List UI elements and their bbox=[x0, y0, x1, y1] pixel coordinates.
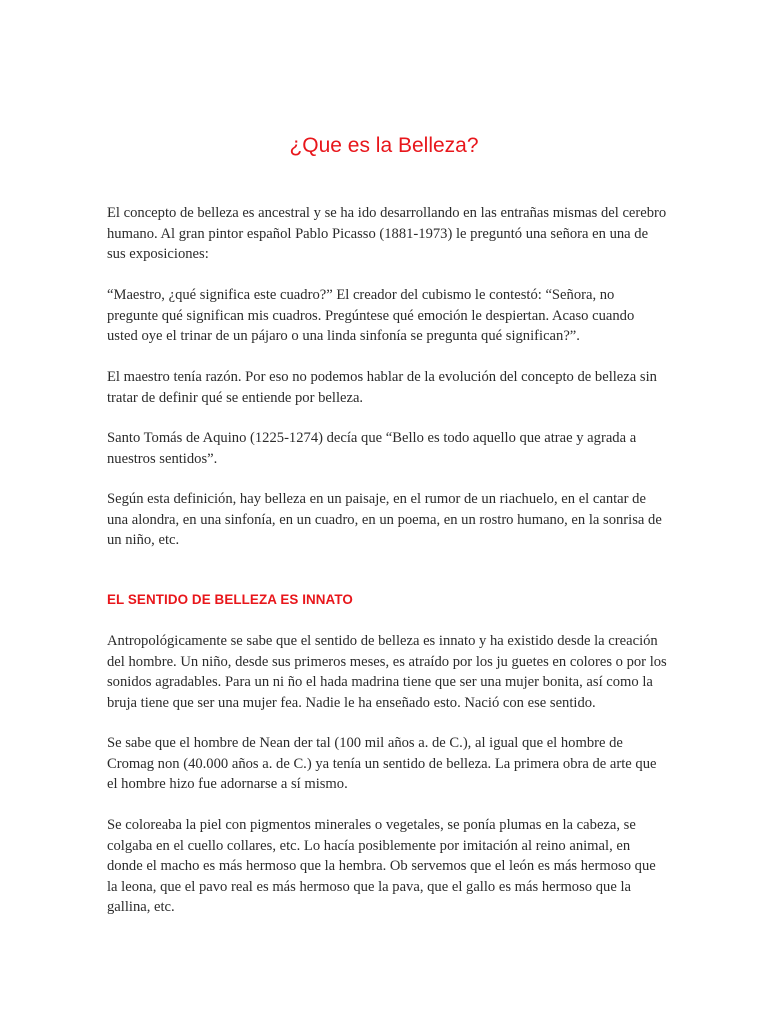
intro-paragraph-2: “Maestro, ¿qué significa este cuadro?” El creador del cubismo le contestó: “Señora, no pregunte qué significan mis cuadros. Pregúntese qué emoción le despiertan. Acaso cuando usted oye el trinar de un pájaro o una linda sinfonía se pregunta qué significan?”. bbox=[107, 287, 635, 345]
section-paragraph-3: Se coloreaba la piel con pigmentos minerales o vegetales, se ponía plumas en la cabeza, se colgaba en el cuello collares, etc. Lo hacía posiblemente por imitación al reino animal, en donde el macho es más hermoso que la hembra. Ob servemos que el león es más hermoso que la leona, que el pavo real es más hermoso que la pava, que el gallo es más hermoso que la gallina, etc. bbox=[107, 817, 656, 916]
intro-paragraph-3: El maestro tenía razón. Por eso no podemos hablar de la evolución del concepto de belleza sin tratar de definir qué se entiende por belleza. bbox=[107, 369, 657, 406]
page-title: ¿Que es la Belleza? bbox=[289, 134, 479, 157]
section-heading: EL SENTIDO DE BELLEZA ES INNATO bbox=[107, 592, 353, 607]
section-paragraph-1: Antropológicamente se sabe que el sentido de belleza es innato y ha existido desde la creación del hombre. Un niño, desde sus primeros meses, es atraído por los ju guetes en colores o por los sonidos agradables. Para un ni ño el hada madrina tiene que ser una mujer bonita, así como la bruja tiene que ser una mujer fea. Nadie le ha enseñado esto. Nació con ese sentido. bbox=[107, 633, 667, 711]
section-paragraph-2: Se sabe que el hombre de Nean der tal (100 mil años a. de C.), al igual que el hombre de Cromag non (40.000 años a. de C.) ya tenía un sentido de belleza. La primera obra de arte que el hombre hizo fue adornarse a sí mismo. bbox=[107, 735, 657, 793]
intro-paragraph-1: El concepto de belleza es ancestral y se ha ido desarrollando en las entrañas mismas del cerebro humano. Al gran pintor español Pablo Picasso (1881-1973) le preguntó una señora en una de sus exposiciones: bbox=[107, 205, 667, 263]
intro-paragraph-4: Santo Tomás de Aquino (1225-1274) decía que “Bello es todo aquello que atrae y agrada a nuestros sentidos”. bbox=[107, 430, 637, 467]
intro-paragraph-5: Según esta definición, hay belleza en un paisaje, en el rumor de un riachuelo, en el cantar de una alondra, en una sinfonía, en un cuadro, en un poema, en un rostro humano, en la sonrisa de un niño, etc. bbox=[107, 491, 662, 549]
